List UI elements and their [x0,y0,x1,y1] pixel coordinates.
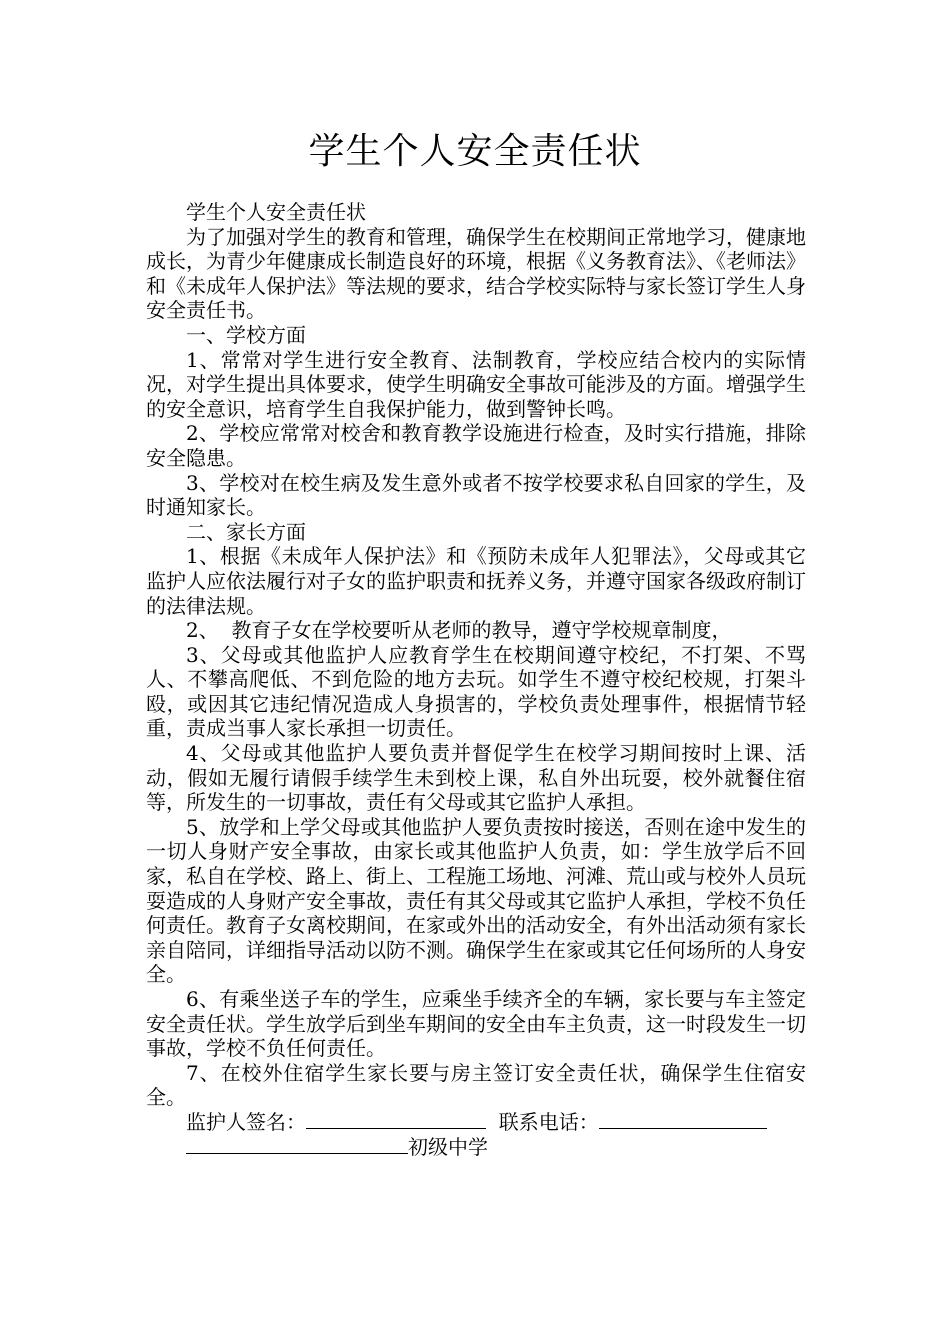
school-row [146,1135,806,1160]
parent-item-2: 2、 教育子女在学校要听从老师的教导，遵守学校规章制度， [186,618,732,643]
section-heading-school: 一、学校方面 [186,322,306,347]
phone-label: 联系电话： [498,1109,599,1134]
document-title: 学生个人安全责任状 [308,131,642,172]
guardian-signature-label: 监护人签名： [186,1109,306,1134]
section-heading-parents: 二、家长方面 [186,519,306,544]
paragraph-intro: 为了加强对学生的教育和管理，确保学生在校期间正常地学习，健康地成长，为青少年健康成长制造良好的环境，根据《义务教育法》、《老师法》和《未成年人保护法》等法规的要求，结合学校实际特与家长签订学生人身安全责任书。 [146,224,806,323]
guardian-signature-blank [306,1110,486,1129]
document-body [146,200,806,1159]
parent-item-3: 3、父母或其他监护人应教育学生在校期间遵守校纪，不打架、不骂人、不攀高爬低、不到危险的地方去玩。如学生不遵守校纪校规，打架斗殴，或因其它违纪情况造成人身损害的，学校负责处理事件，根据情节轻重，责成当事人家长承担一切责任。 [146,642,806,741]
parent-item-7: 7、在校外住宿学生家长要与房主签订安全责任状，确保学生住宿安全。 [146,1060,806,1110]
school-name-blank [186,1135,408,1154]
parent-item-5: 5、放学和上学父母或其他监护人要负责按时接送，否则在途中发生的一切人身财产安全事故，由家长或其他监护人负责，如：学生放学后不回家，私自在学校、路上、街上、工程施工场地、河滩、荒山或与校外人员玩耍造成的人身财产安全事故，责任有其父母或其它监护人承担，学校不负任何责任。教育子女离校期间，在家或外出的活动安全，有外出活动须有家长亲自陪同，详细指导活动以防不测。确保学生在家或其它任何场所的人身安全。 [146,814,806,987]
school-item-3: 3、学校对在校生病及发生意外或者不按学校要求私自回家的学生，及时通知家长。 [146,470,806,520]
parent-item-4: 4、父母或其他监护人要负责并督促学生在校学习期间按时上课、活动，假如无履行请假手续学生未到校上课，私自外出玩耍，校外就餐住宿等，所发生的一切事故，责任有父母或其它监护人承担。 [146,741,806,815]
parent-item-1: 1、根据《未成年人保护法》和《预防未成年人犯罪法》，父母或其它监护人应依法履行对子女的监护职责和抚养义务，并遵守国家各级政府制订的法律法规。 [146,544,806,618]
school-item-1: 1、常常对学生进行安全教育、法制教育，学校应结合校内的实际情况，对学生提出具体要求，使学生明确安全事故可能涉及的方面。增强学生的安全意识，培育学生自我保护能力，做到警钟长鸣。 [146,347,806,421]
parent-item-6: 6、有乘坐送子车的学生，应乘坐手续齐全的车辆，家长要与车主签定安全责任状。学生放学后到坐车期间的安全由车主负责，这一时段发生一切事故，学校不负任何责任。 [146,987,806,1061]
signature-row [146,1110,806,1135]
phone-blank [599,1110,767,1129]
school-item-2: 2、学校应常常对校舍和教育教学设施进行检查，及时实行措施，排除安全隐患。 [146,421,806,470]
paragraph-subtitle: 学生个人安全责任状 [186,200,366,224]
school-suffix: 初级中学 [408,1134,488,1159]
